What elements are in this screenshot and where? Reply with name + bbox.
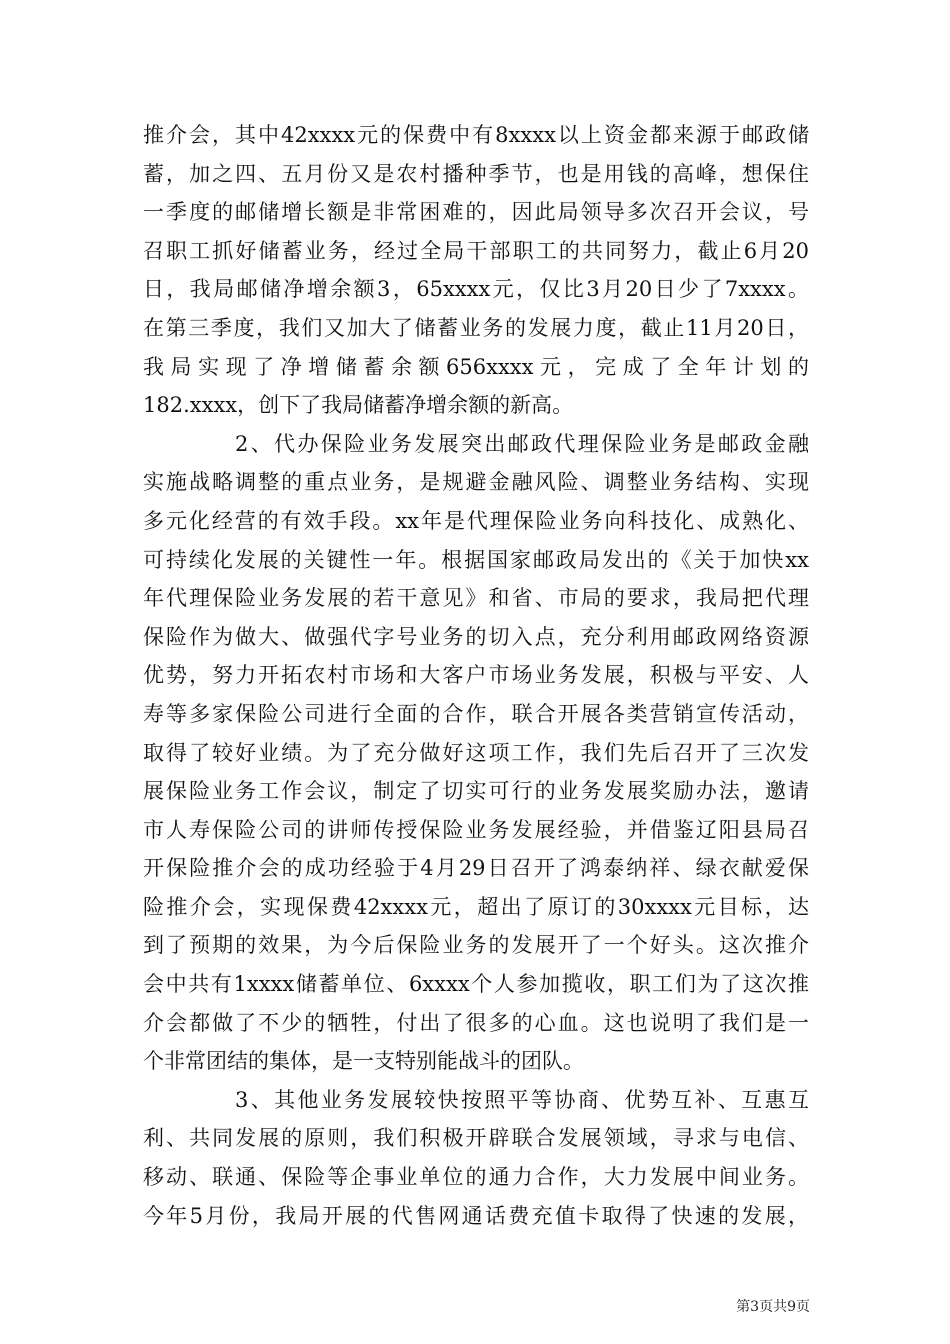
text-line: 年代理保险业务发展的若干意见》和省、市局的要求，我局把代理 xyxy=(143,586,809,611)
text-line: 寿等多家保险公司进行全面的合作，联合开展各类营销宣传活动， xyxy=(143,701,809,726)
text-line: 召职工抓好储蓄业务，经过全局干部职工的共同努力，截止6月20 xyxy=(143,238,809,263)
text-line: 利、共同发展的原则，我们积极开辟联合发展领域，寻求与电信、 xyxy=(143,1126,809,1151)
text-line: 介会都做了不少的牺牲，付出了很多的心血。这也说明了我们是一 xyxy=(143,1010,809,1035)
text-line: 保险作为做大、做强代字号业务的切入点，充分利用邮政网络资源 xyxy=(143,624,809,649)
text-line: 推介会，其中42xxxx元的保费中有8xxxx以上资金都来源于邮政储 xyxy=(143,123,809,147)
text-line: 个非常团结的集体，是一支特别能战斗的团队。 xyxy=(143,1049,584,1074)
text-line: 取得了较好业绩。为了充分做好这项工作，我们先后召开了三次发 xyxy=(143,740,809,765)
text-line: 到了预期的效果，为今后保险业务的发展开了一个好头。这次推介 xyxy=(143,933,809,958)
text-line: 会中共有1xxxx储蓄单位、6xxxx个人参加揽收，职工们为了这次推 xyxy=(143,972,809,997)
body-text xyxy=(143,116,809,1235)
text-line: 蓄，加之四、五月份又是农村播种季节，也是用钱的高峰，想保住 xyxy=(143,161,809,186)
paragraph-heading-line: 2、代办保险业务发展突出邮政代理保险业务是邮政金融 xyxy=(235,431,809,456)
text-line: 182.xxxx，创下了我局储蓄净增余额的新高。 xyxy=(143,393,574,418)
text-line: 在第三季度，我们又加大了储蓄业务的发展力度，截止11月20日， xyxy=(143,315,809,340)
text-line: 可持续化发展的关键性一年。根据国家邮政局发出的《关于加快xx xyxy=(143,547,809,572)
text-line: 日，我局邮储净增余额3，65xxxx元，仅比3月20日少了7xxxx。 xyxy=(143,277,809,302)
text-line: 开保险推介会的成功经验于4月29日召开了鸿泰纳祥、绿衣献爱保 xyxy=(143,856,809,881)
text-line: 多元化经营的有效手段。xx年是代理保险业务向科技化、成熟化、 xyxy=(143,508,809,533)
text-line: 展保险业务工作会议，制定了切实可行的业务发展奖励办法，邀请 xyxy=(143,779,809,804)
text-line: 移动、联通、保险等企事业单位的通力合作，大力发展中间业务。 xyxy=(143,1165,809,1190)
text-line: 我局实现了净增储蓄余额656xxxx元，完成了全年计划的 xyxy=(143,354,809,379)
text-line: 优势，努力开拓农村市场和大客户市场业务发展，积极与平安、人 xyxy=(143,663,809,688)
text-line: 市人寿保险公司的讲师传授保险业务发展经验，并借鉴辽阳县局召 xyxy=(143,817,809,842)
text-line: 实施战略调整的重点业务，是规避金融风险、调整业务结构、实现 xyxy=(143,470,809,495)
text-line: 一季度的邮储增长额是非常困难的，因此局领导多次召开会议，号 xyxy=(143,200,809,225)
text-line: 险推介会，实现保费42xxxx元，超出了原订的30xxxx元目标，达 xyxy=(143,894,809,919)
paragraph-heading-line: 3、其他业务发展较快按照平等协商、优势互补、互惠互 xyxy=(235,1087,809,1112)
page-number: 第3页共9页 xyxy=(736,1299,810,1315)
text-line: 今年5月份，我局开展的代售网通话费充值卡取得了快速的发展， xyxy=(143,1203,809,1228)
